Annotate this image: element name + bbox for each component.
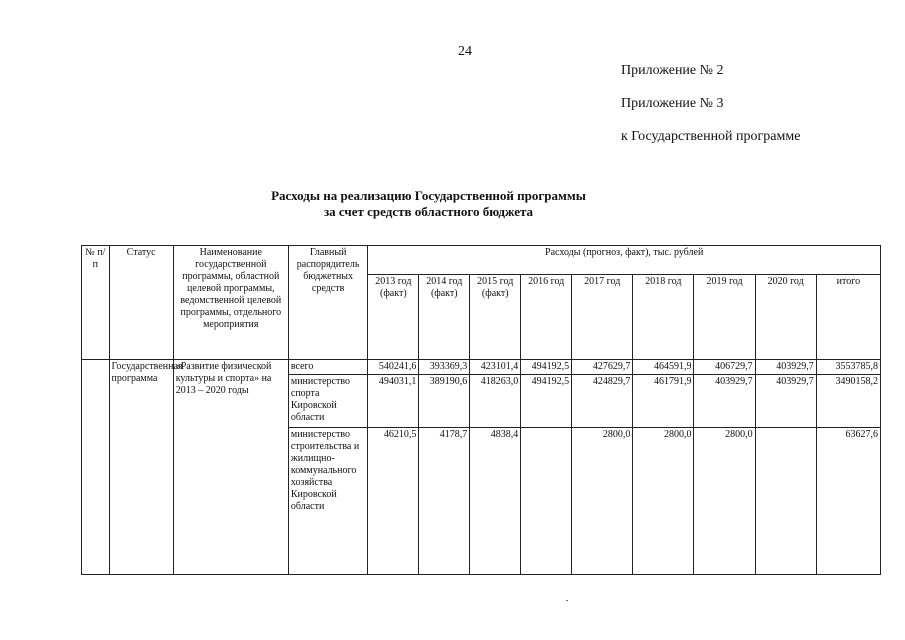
expenses-table bbox=[81, 245, 881, 575]
value-cell: 494031,1 bbox=[368, 375, 419, 428]
total-cell: 63627,6 bbox=[816, 428, 880, 575]
total-cell: 3490158,2 bbox=[816, 375, 880, 428]
appendix-2-label: Приложение № 2 bbox=[621, 63, 724, 78]
header-year: 2016 год bbox=[521, 275, 572, 360]
appendix-to-program-label: к Государственной программе bbox=[621, 129, 801, 144]
header-year: 2013 год (факт) bbox=[368, 275, 419, 360]
manager-cell: всего bbox=[288, 360, 367, 375]
appendix-3-label: Приложение № 3 bbox=[621, 96, 724, 111]
header-year: 2020 год bbox=[755, 275, 816, 360]
row-number-cell bbox=[82, 360, 110, 575]
document-title-line-1: Расходы на реализацию Государственной программы bbox=[271, 188, 586, 203]
value-cell: 427629,7 bbox=[572, 360, 633, 375]
value-cell: 540241,6 bbox=[368, 360, 419, 375]
value-cell: 4838,4 bbox=[470, 428, 521, 575]
value-cell: 464591,9 bbox=[633, 360, 694, 375]
program-name-cell: «Развитие физической культуры и спорта» на 2013 – 2020 годы bbox=[173, 360, 288, 575]
header-program-name: Наименование государственной программы, областной целевой программы, ведомственной целевой программы, отдельного мероприятия bbox=[173, 246, 288, 360]
header-total: итого bbox=[816, 275, 880, 360]
value-cell bbox=[755, 428, 816, 575]
value-cell: 389190,6 bbox=[419, 375, 470, 428]
header-num: № п/п bbox=[82, 246, 110, 360]
value-cell: 423101,4 bbox=[470, 360, 521, 375]
scan-speck bbox=[566, 600, 568, 601]
value-cell: 403929,7 bbox=[755, 360, 816, 375]
header-year: 2017 год bbox=[572, 275, 633, 360]
manager-cell: министерство спорта Кировской области bbox=[288, 375, 367, 428]
header-year: 2015 год (факт) bbox=[470, 275, 521, 360]
value-cell: 2800,0 bbox=[694, 428, 755, 575]
header-year: 2018 год bbox=[633, 275, 694, 360]
table-row bbox=[82, 360, 881, 375]
header-year: 2014 год (факт) bbox=[419, 275, 470, 360]
value-cell: 494192,5 bbox=[521, 360, 572, 375]
value-cell: 461791,9 bbox=[633, 375, 694, 428]
value-cell: 418263,0 bbox=[470, 375, 521, 428]
total-cell: 3553785,8 bbox=[816, 360, 880, 375]
value-cell: 406729,7 bbox=[694, 360, 755, 375]
value-cell: 2800,0 bbox=[633, 428, 694, 575]
value-cell: 494192,5 bbox=[521, 375, 572, 428]
header-expenses: Расходы (прогноз, факт), тыс. рублей bbox=[368, 246, 881, 275]
program-status-cell: Государственная программа bbox=[109, 360, 173, 575]
value-cell: 4178,7 bbox=[419, 428, 470, 575]
value-cell bbox=[521, 428, 572, 575]
page-number: 24 bbox=[458, 44, 472, 59]
header-budget-manager: Главный распорядитель бюджетных средств bbox=[288, 246, 367, 360]
value-cell: 393369,3 bbox=[419, 360, 470, 375]
header-status: Статус bbox=[109, 246, 173, 360]
header-year: 2019 год bbox=[694, 275, 755, 360]
value-cell: 46210,5 bbox=[368, 428, 419, 575]
value-cell: 424829,7 bbox=[572, 375, 633, 428]
value-cell: 403929,7 bbox=[694, 375, 755, 428]
manager-cell: министерство строительства и жилищно-коммунального хозяйства Кировской области bbox=[288, 428, 367, 575]
value-cell: 403929,7 bbox=[755, 375, 816, 428]
value-cell: 2800,0 bbox=[572, 428, 633, 575]
document-title-line-2: за счет средств областного бюджета bbox=[323, 204, 534, 219]
